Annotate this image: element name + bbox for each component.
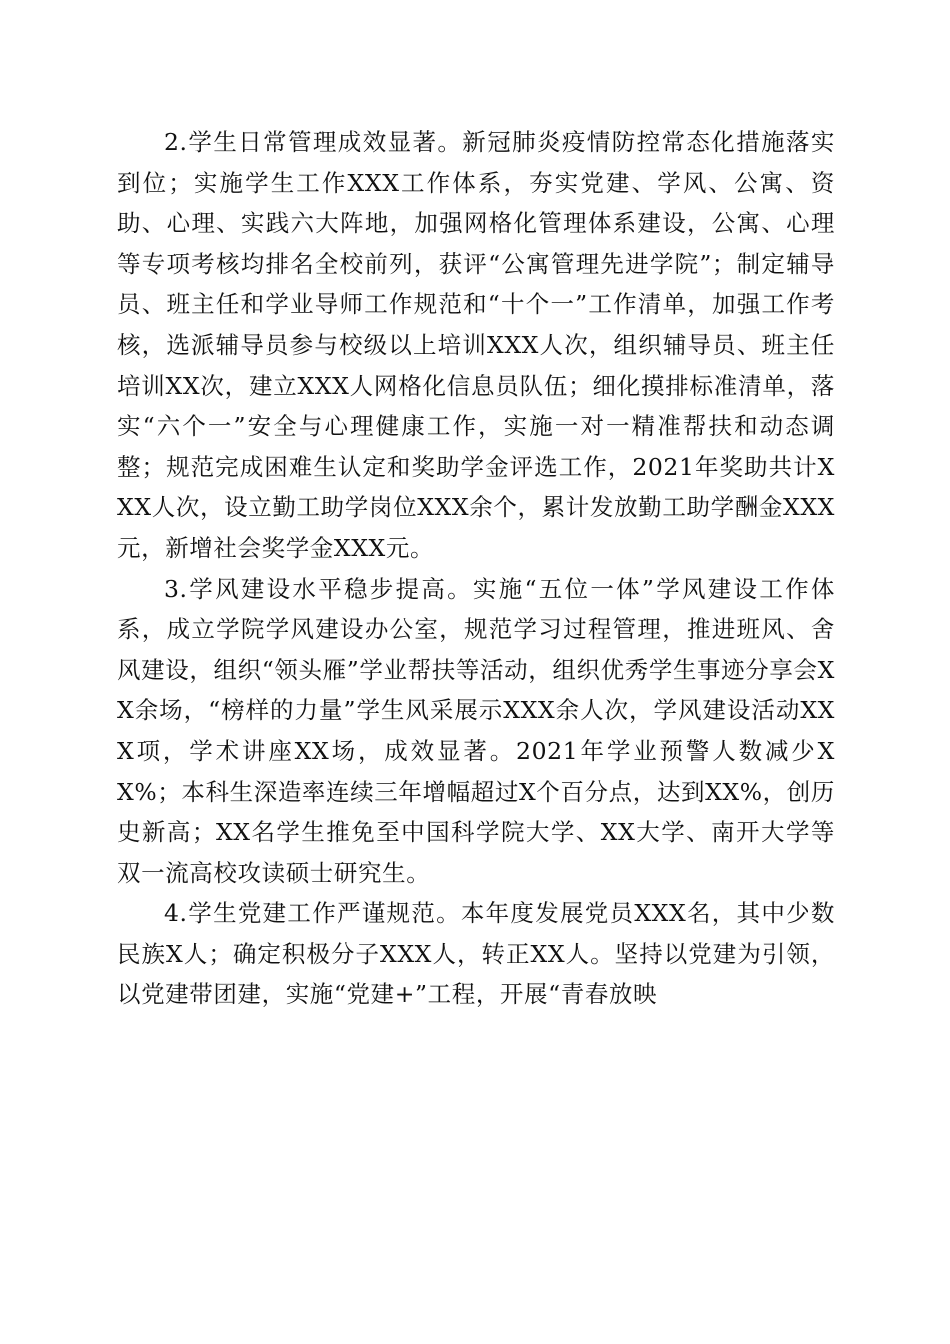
document-body (117, 122, 835, 1015)
paragraph-student-daily-management: 2.学生日常管理成效显著。新冠肺炎疫情防控常态化措施落实到位；实施学生工作XXX工作体系，夯实党建、学风、公寓、资助、心理、实践六大阵地，加强网格化管理体系建设，公寓、心理等专项考核均排名全校前列，获评“公寓管理先进学院”；制定辅导员、班主任和学业导师工作规范和“十个一”工作清单，加强工作考核，选派辅导员参与校级以上培训XXX人次，组织辅导员、班主任培训XX次，建立XXX人网格化信息员队伍；细化摸排标准清单，落实“六个一”安全与心理健康工作，实施一对一精准帮扶和动态调整；规范完成困难生认定和奖助学金评选工作，2021年奖助共计XXX人次，设立勤工助学岗位XXX余个，累计发放勤工助学酬金XXX元，新增社会奖学金XXX元。 (117, 128, 835, 562)
paragraph-student-party-building: 4.学生党建工作严谨规范。本年度发展党员XXX名，其中少数民族X人；确定积极分子XXX人，转正XX人。坚持以党建为引领，以党建带团建，实施“党建+”工程，开展“青春放映 (117, 899, 835, 1009)
paragraph-study-style-construction: 3.学风建设水平稳步提高。实施“五位一体”学风建设工作体系，成立学院学风建设办公室，规范学习过程管理，推进班风、舍风建设，组织“领头雁”学业帮扶等活动，组织优秀学生事迹分享会XX余场，“榜样的力量”学生风采展示XXX余人次，学风建设活动XXX项，学术讲座XX场，成效显著。2021年学业预警人数减少XX%；本科生深造率连续三年增幅超过X个百分点，达到XX%，创历史新高；XX名学生推免至中国科学院大学、XX大学、南开大学等双一流高校攻读硕士研究生。 (117, 574, 835, 887)
